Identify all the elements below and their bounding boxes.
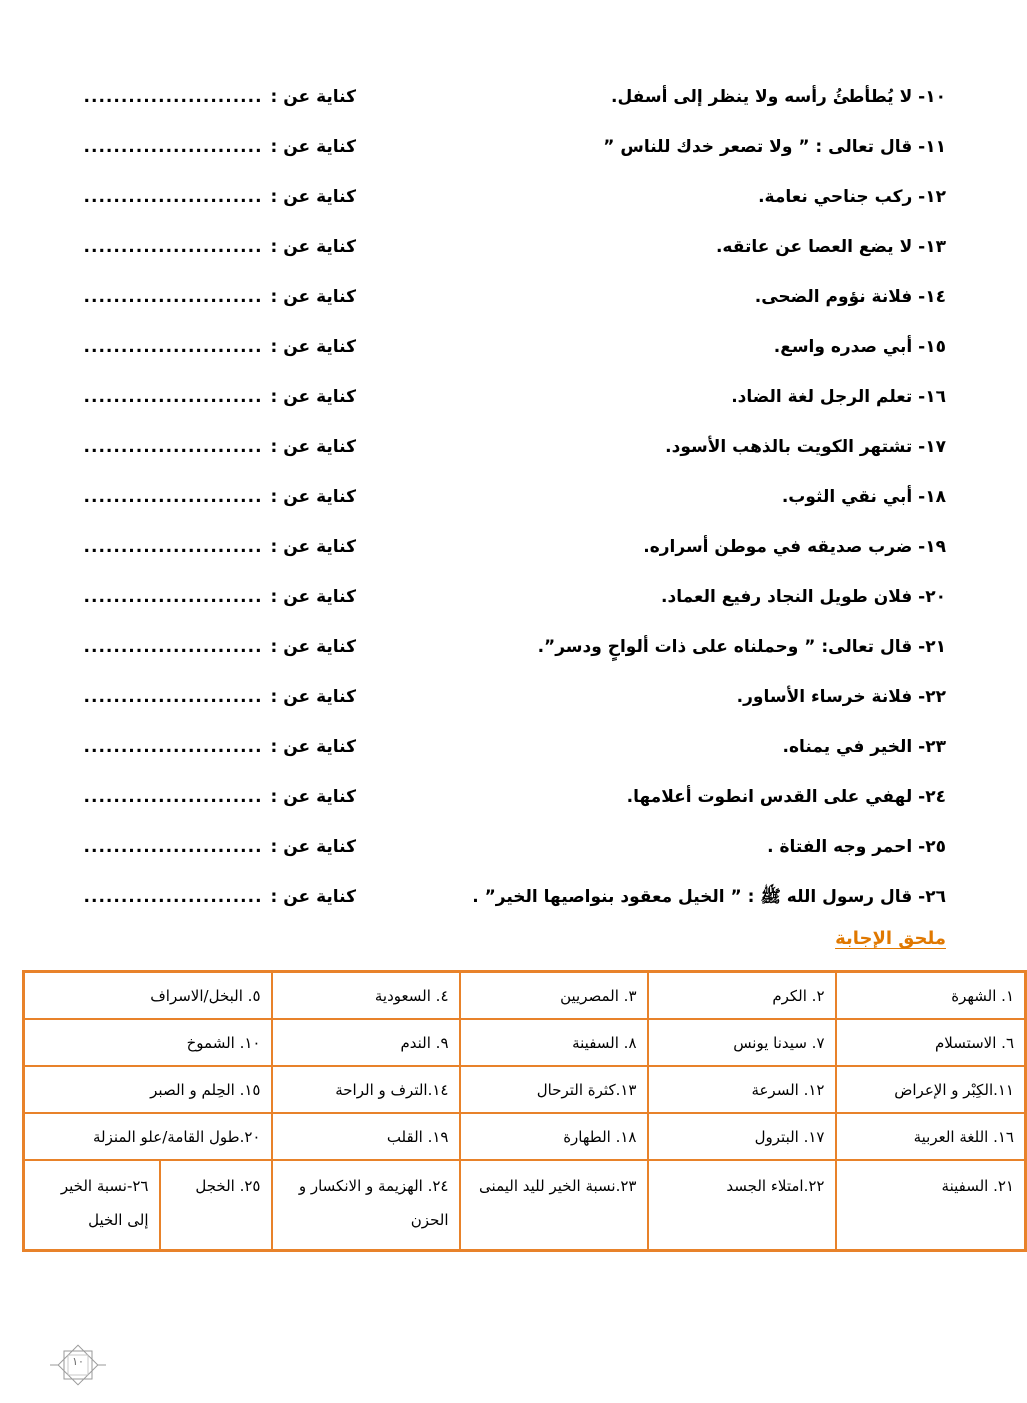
- answer-dots: ........................: [83, 887, 263, 907]
- answer-cell: ١٨. الطهارة: [460, 1113, 648, 1160]
- question-text: ٢٣- الخير في يمناه.: [782, 737, 946, 757]
- answer-cell: ١٩. القلب: [272, 1113, 460, 1160]
- answer-dots: ........................: [83, 587, 263, 607]
- answer-label: كناية عن :: [270, 237, 356, 257]
- question-row: [0, 622, 992, 672]
- question-text: ١٤- فلانة نؤوم الضحى.: [754, 287, 946, 307]
- question-text: ١٧- تشتهر الكويت بالذهب الأسود.: [665, 437, 946, 457]
- question-row: [0, 372, 992, 422]
- answer-dots: ........................: [83, 137, 263, 157]
- answer-blank: [36, 272, 356, 322]
- question-text: ٢٦- قال رسول الله ﷺ : ” الخيل معقود بنواصيها الخير” .: [472, 887, 946, 907]
- table-row: [24, 1019, 1026, 1066]
- answer-label: كناية عن :: [270, 137, 356, 157]
- table-row: [24, 1113, 1026, 1160]
- question-text: ١٠- لا يُطأطئُ رأسه ولا ينظر إلى أسفل.: [611, 87, 946, 107]
- question-text: ١٥- أبي صدره واسع.: [773, 337, 946, 357]
- answer-dots: ........................: [83, 487, 263, 507]
- answer-label: كناية عن :: [270, 587, 356, 607]
- question-row: [0, 722, 992, 772]
- answer-cell: ٥. البخل/الاسراف: [24, 972, 272, 1020]
- question-row: [0, 172, 992, 222]
- answer-label: كناية عن :: [270, 437, 356, 457]
- page-number-badge: [50, 1346, 106, 1384]
- question-text: ٢٥- احمر وجه الفتاة .: [767, 837, 946, 857]
- answer-blank: [36, 422, 356, 472]
- answer-blank: [36, 522, 356, 572]
- answer-cell: ٢١. السفينة: [836, 1160, 1026, 1251]
- answer-cell: ٩. الندم: [272, 1019, 460, 1066]
- answer-dots: ........................: [83, 687, 263, 707]
- answer-label: كناية عن :: [270, 687, 356, 707]
- answer-cell: ١٦. اللغة العربية: [836, 1113, 1026, 1160]
- question-text: ١٩- ضرب صديقه في موطن أسراره.: [643, 537, 946, 557]
- answer-blank: [36, 322, 356, 372]
- answer-cell: ٢٣.نسبة الخير لليد اليمنى: [460, 1160, 648, 1251]
- answer-cell: ١٤.الترف و الراحة: [272, 1066, 460, 1113]
- answer-label: كناية عن :: [270, 287, 356, 307]
- question-row: [0, 422, 992, 472]
- answer-cell: ٢٤. الهزيمة و الانكسار و الحزن: [272, 1160, 460, 1251]
- answer-label: كناية عن :: [270, 387, 356, 407]
- answer-dots: ........................: [83, 437, 263, 457]
- answer-cell: ١١.الكِبْر و الإعراض: [836, 1066, 1026, 1113]
- answer-dots: ........................: [83, 637, 263, 657]
- answer-dots: ........................: [83, 537, 263, 557]
- questions-list: [0, 72, 992, 922]
- answer-blank: [36, 472, 356, 522]
- question-row: [0, 322, 992, 372]
- answer-cell: ٢٥. الخجل: [160, 1160, 272, 1251]
- question-row: [0, 572, 992, 622]
- answer-cell: ١٣.كثرة الترحال: [460, 1066, 648, 1113]
- answer-label: كناية عن :: [270, 637, 356, 657]
- question-row: [0, 672, 992, 722]
- answer-dots: ........................: [83, 87, 263, 107]
- question-row: [0, 222, 992, 272]
- answer-cell: ٢٠.طول القامة/علو المنزلة: [24, 1113, 272, 1160]
- answer-cell: ٤. السعودية: [272, 972, 460, 1020]
- answer-blank: [36, 72, 356, 122]
- answer-blank: [36, 372, 356, 422]
- answer-blank: [36, 222, 356, 272]
- question-row: [0, 522, 992, 572]
- table-row: [24, 972, 1026, 1020]
- answer-blank: [36, 722, 356, 772]
- answer-blank: [36, 622, 356, 672]
- answer-label: كناية عن :: [270, 87, 356, 107]
- answer-label: كناية عن :: [270, 337, 356, 357]
- question-text: ١٢- ركب جناحي نعامة.: [758, 187, 946, 207]
- question-row: [0, 772, 992, 822]
- answer-dots: ........................: [83, 237, 263, 257]
- page-number: ١٠: [72, 1355, 84, 1368]
- table-row: [24, 1160, 1026, 1251]
- answer-dots: ........................: [83, 337, 263, 357]
- answer-blank: [36, 872, 356, 922]
- answer-label: كناية عن :: [270, 487, 356, 507]
- answer-dots: ........................: [83, 737, 263, 757]
- answer-cell: ٦. الاستسلام: [836, 1019, 1026, 1066]
- answer-label: كناية عن :: [270, 737, 356, 757]
- question-row: [0, 272, 992, 322]
- answer-dots: ........................: [83, 787, 263, 807]
- answer-key-table: [22, 970, 1027, 1252]
- answer-cell: ٣. المصريين: [460, 972, 648, 1020]
- answer-dots: ........................: [83, 387, 263, 407]
- question-text: ٢١- قال تعالى: ” وحملناه على ذات ألواحٍ ودسر”.: [537, 637, 946, 657]
- question-text: ٢٢- فلانة خرساء الأساور.: [736, 687, 946, 707]
- answer-blank: [36, 572, 356, 622]
- question-row: [0, 122, 992, 172]
- answer-dots: ........................: [83, 287, 263, 307]
- answer-dots: ........................: [83, 837, 263, 857]
- answer-blank: [36, 822, 356, 872]
- answer-cell: ١٢. السرعة: [648, 1066, 836, 1113]
- answer-label: كناية عن :: [270, 187, 356, 207]
- answer-dots: ........................: [83, 187, 263, 207]
- question-text: ١١- قال تعالى : ” ولا تصعر خدك للناس ”: [603, 137, 946, 157]
- answer-blank: [36, 672, 356, 722]
- answer-cell: ١. الشهرة: [836, 972, 1026, 1020]
- question-text: ٢٤- لهفي على القدس انطوت أعلامها.: [626, 787, 946, 807]
- answer-label: كناية عن :: [270, 537, 356, 557]
- question-row: [0, 72, 992, 122]
- answer-label: كناية عن :: [270, 837, 356, 857]
- appendix-title: ملحق الإجابة: [835, 928, 946, 949]
- question-row: [0, 472, 992, 522]
- question-text: ١٣- لا يضع العصا عن عاتقه.: [715, 237, 946, 257]
- question-row: [0, 822, 992, 872]
- answer-blank: [36, 172, 356, 222]
- answer-label: كناية عن :: [270, 887, 356, 907]
- answer-blank: [36, 772, 356, 822]
- answer-cell: ٢٦-نسبة الخير إلى الخيل: [24, 1160, 160, 1251]
- question-row: [0, 872, 992, 922]
- question-text: ١٦- تعلم الرجل لغة الضاد.: [731, 387, 946, 407]
- answer-blank: [36, 122, 356, 172]
- answer-cell: ٢٢.امتلاء الجسد: [648, 1160, 836, 1251]
- answer-cell: ١٥. الحِلم و الصبر: [24, 1066, 272, 1113]
- answer-cell: ١٧. البترول: [648, 1113, 836, 1160]
- answer-cell: ٨. السفينة: [460, 1019, 648, 1066]
- answer-cell: ٢. الكرم: [648, 972, 836, 1020]
- answer-label: كناية عن :: [270, 787, 356, 807]
- question-text: ١٨- أبي نقي الثوب.: [781, 487, 946, 507]
- answer-cell: ٧. سيدنا يونس: [648, 1019, 836, 1066]
- answer-cell: ١٠. الشموخ: [24, 1019, 272, 1066]
- table-row: [24, 1066, 1026, 1113]
- question-text: ٢٠- فلان طويل النجاد رفيع العماد.: [661, 587, 946, 607]
